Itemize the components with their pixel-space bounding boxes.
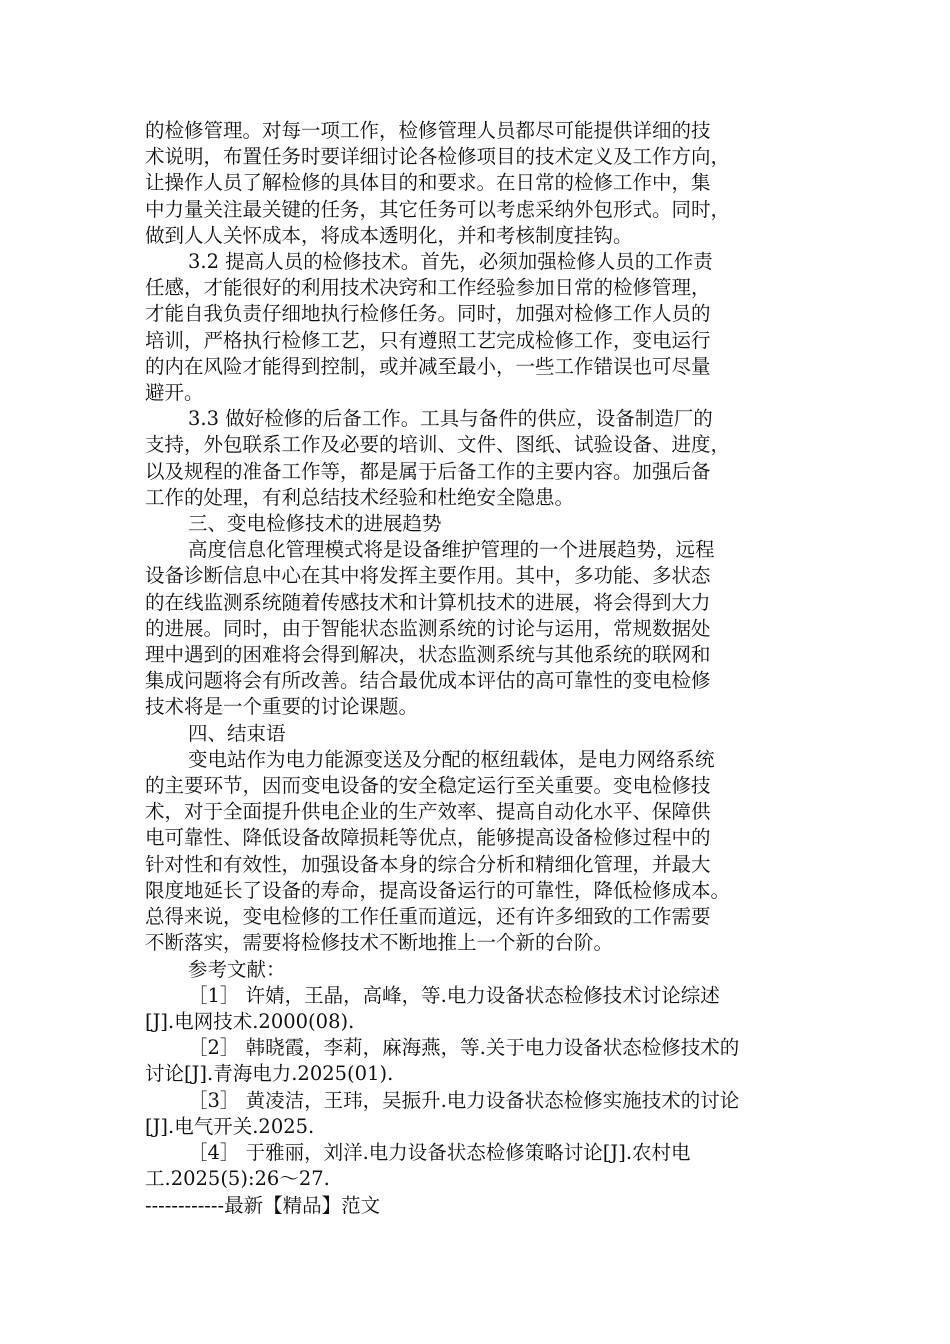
text-line: 变电站作为电力能源变送及分配的枢纽载体，是电力网络系统 — [188, 747, 715, 771]
text-line: 支持，外包联系工作及必要的培训、文件、图纸、试验设备、进度， — [145, 433, 731, 457]
text-line: 理中遇到的困难将会得到解决，状态监测系统与其他系统的联网和 — [145, 643, 711, 667]
text-line: 任感，才能很好的利用技术决窍和工作经验参加日常的检修管理， — [145, 276, 711, 300]
text-line: 的在线监测系统随着传感技术和计算机技术的进展，将会得到大力 — [145, 590, 711, 614]
text-line: 中力量关注最关键的任务，其它任务可以考虑采纳外包形式。同时， — [145, 197, 731, 221]
text-line: 才能自我负责仔细地执行检修任务。同时，加强对检修工作人员的 — [145, 302, 711, 326]
text-line: 的检修管理。对每一项工作，检修管理人员都尽可能提供详细的技 — [145, 119, 711, 142]
text-line: 的进展。同时，由于智能状态监测系统的讨论与运用，常规数据处 — [145, 616, 711, 640]
text-line: ［1］ 许婧，王晶，高峰，等.电力设备状态检修技术讨论综述 — [188, 983, 720, 1007]
text-line: 工.2025(5):26～27. — [145, 1167, 330, 1191]
text-line: 的主要环节，因而变电设备的安全稳定运行至关重要。变电检修技 — [145, 774, 711, 798]
text-line: 针对性和有效性，加强设备本身的综合分析和精细化管理，并最大 — [145, 852, 711, 876]
text-line: 术说明，布置任务时要详细讨论各检修项目的技术定义及工作方向， — [145, 145, 731, 169]
text-line: [J].电网技术.2000(08). — [145, 1009, 355, 1033]
text-line: 设备诊断信息中心在其中将发挥主要作用。其中，多功能、多状态 — [145, 564, 711, 588]
text-line: 术，对于全面提升供电企业的生产效率、提高自动化水平、保障供 — [145, 800, 711, 824]
text-line: 3.2 提高人员的检修技术。首先，必须加强检修人员的工作责 — [188, 250, 713, 274]
text-line: 讨论[J].青海电力.2025(01). — [145, 1062, 394, 1086]
text-line: 避开。 — [145, 381, 204, 405]
text-line: 总得来说，变电检修的工作任重而道远，还有许多细致的工作需要 — [145, 905, 711, 929]
text-line: 3.3 做好检修的后备工作。工具与备件的供应，设备制造厂的 — [188, 407, 713, 431]
text-line: 四、结束语 — [188, 721, 286, 745]
text-line: ［4］ 于雅丽，刘洋.电力设备状态检修策略讨论[J].农村电 — [188, 1140, 691, 1164]
text-line: 工作的处理，有利总结技术经验和杜绝安全隐患。 — [145, 485, 575, 509]
text-line: 以及规程的准备工作等，都是属于后备工作的主要内容。加强后备 — [145, 459, 711, 483]
text-line: ［3］ 黄凌洁，王玮，吴振升.电力设备状态检修实施技术的讨论 — [188, 1088, 740, 1112]
text-line: 电可靠性、降低设备故障损耗等优点，能够提高设备检修过程中的 — [145, 826, 711, 850]
text-line: ［2］ 韩晓霞，李莉，麻海燕，等.关于电力设备状态检修技术的 — [188, 1036, 740, 1060]
text-line: 的内在风险才能得到控制，或并减至最小，一些工作错误也可尽量 — [145, 354, 711, 378]
text-line: 高度信息化管理模式将是设备维护管理的一个进展趋势，远程 — [188, 538, 715, 562]
text-line: 做到人人关怀成本，将成本透明化，并和考核制度挂钩。 — [145, 223, 633, 247]
text-line: 参考文献： — [188, 957, 286, 981]
text-line: 集成问题将会有所改善。结合最优成本评估的高可靠性的变电检修 — [145, 669, 711, 693]
document-body — [145, 118, 807, 1192]
page-footer: ------------最新【精品】范文 — [145, 1194, 381, 1217]
text-line: 技术将是一个重要的讨论课题。 — [145, 695, 419, 719]
text-line: 培训，严格执行检修工艺，只有遵照工艺完成检修工作，变电运行 — [145, 328, 711, 352]
text-line: 不断落实，需要将检修技术不断地推上一个新的台阶。 — [145, 931, 614, 955]
text-line: [J].电气开关.2025. — [145, 1114, 315, 1138]
text-line: 限度地延长了设备的寿命，提高设备运行的可靠性，降低检修成本。 — [145, 878, 731, 902]
text-line: 让操作人员了解检修的具体目的和要求。在日常的检修工作中，集 — [145, 171, 711, 195]
text-line: 三、变电检修技术的进展趋势 — [188, 512, 442, 536]
